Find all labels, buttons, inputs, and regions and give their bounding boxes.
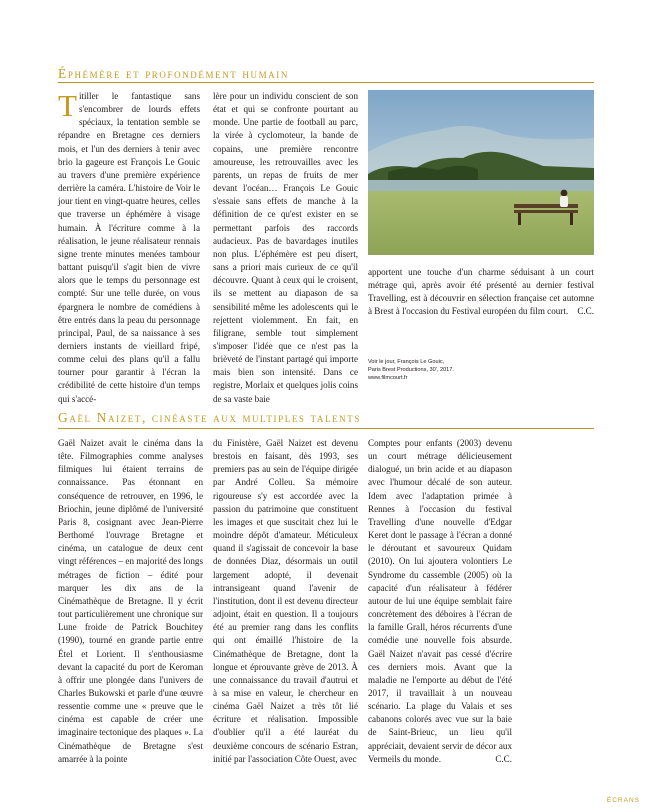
article2-col3-text: Comptes pour enfants (2003) devenu un court métrage délicieusement dialogué, un brin acide et au diapason avec l'humour décalé de son auteur. Idem avec l'adaptation primée à Rennes à l'occasion du festival Travelling d'une nouvelle d'Edgar Keret dont le passage à l'écran a donné le déroutant et savoureux Quidam (2010). On lui ajoutera volontiers Le Syndrome du cassemble (2005) où la capacité d'un réalisateur à fédérer autour de lui une équipe semblait faire concrètement des déboires à l'écran de la famille Grall, héros récurrents d'une comédie une nouvelle fois absurde. Gaël Naizet n'avait pas cessé d'écrire ces derniers mois. Avant que la maladie ne l'emporte au début de l'été 2017, il travaillait à un nouveau scénario. La plage du Valais et ses cabanons colorés avec vue sur la baie de Saint-Brieuc, un lieu qu'il appréciait, devaient servir de décor aux Vermeils du monde. <box>368 438 512 764</box>
film-still-photo <box>368 90 594 255</box>
article2-column-2 <box>213 437 358 766</box>
caption-link: www.filmcourt.fr <box>368 375 408 381</box>
article2-signature: C.C. <box>495 753 512 764</box>
article1-column-2 <box>213 90 358 406</box>
article1-col3-text: apportent une touche d'un charme séduisant à un court métrage qui, après avoir été présenté au dernier festival Travelling, est à découvrir en sélection française cet automne à Brest à l'occasion du Festival européen du film court. <box>368 267 594 317</box>
article2-heading-rule <box>58 428 594 429</box>
section-footer: ÉCRANS <box>606 797 640 804</box>
article1-col1-text: itiller le fantastique sans s'encombrer de lourds effets spéciaux, la tentation semble se répandre en Bretagne ces derniers mois, et l'un des derniers à tenir avec brio la gageure est François Le Gouic au travers d'une première expérience derrière la caméra. L'histoire de Voir le jour tient en vingt-quatre heures, celles que traverse un éphémère à visage humain. À l'écriture comme à la réalisation, le jeune réalisateur rennais signe trente minutes menées tambour battant puisqu'il s'agit bien de vivre alors que le temps du personnage est compté. Sur une telle durée, on vous épargnera le nombre de comédiens à être entrés dans la peau du personnage principal, Paul, de sa naissance à ses derniers instants de vieillard fripé, comme celui des plans qu'il a fallu tourner pour garantir à l'écran la crédibilité de cette histoire d'un temps qui s'accé- <box>58 91 200 404</box>
article2-column-1 <box>58 437 203 766</box>
caption-credits: Paris Brest Productions, 30', 2017. <box>368 367 454 373</box>
article1-signature: C.C. <box>577 306 594 317</box>
article2-col2-text: du Finistère, Gaël Naizet est devenu brestois en faisant, dès 1993, ses premiers pas au sein de l'équipe dirigée par André Colleu. Sa mémoire rigoureuse s'y est accordée avec la passion du patrimoine que constituent les images et que suscitait chez lui le moindre dépôt d'amateur. Méticuleux quand il s'agissait de concevoir la base de données Diaz, désormais un outil largement adopté, il devenait intransigeant quand l'avenir de l'institution, dont il est devenu directeur adjoint, était en question. Il a toujours été au premier rang dans les conflits qui ont émaillé l'histoire de la Cinémathèque de Bretagne, dont la longue et éprouvante grève de 2013. À une connaissance du travail d'autrui et à sa mise en valeur, le chercheur en cinéma Gaël Naizet a très tôt lié écriture et réalisation. Impossible d'oublier qu'il a été lauréat du deuxième concours de scénario Estran, initié par l'association Côte Ouest, avec <box>213 438 358 764</box>
article1-col2-text: lère pour un individu conscient de son état et qui se confronte pourtant au monde. Une partie de football au parc, la virée à cyclomoteur, la bande de copains, une première rencontre amoureuse, les retrouvailles avec les parents, un repas de fruits de mer devant l'océan… François Le Gouic s'essaie sans effets de manche à la définition de ce qu'est exister en se permettant parfois des raccords audacieux. Pas de bavardages inutiles non plus. L'éphémère est peu disert, sans a priori mais curieux de ce qu'il découvre. Quant à ceux qui le croisent, ils se mettent au diapason de sa sensibilité même les adolescents qui le rejettent violemment. En fait, en filigrane, semble tout simplement s'imposer l'idée que ce n'est pas la brièveté de l'instant partagé qui importe mais bien son intensité. Dans ce registre, Morlaix et quelques jolis coins de sa vaste baie <box>213 91 358 404</box>
photo-caption <box>368 358 594 382</box>
article1-heading: Éphémère et profondément humain <box>58 66 289 81</box>
article1-column-1 <box>58 90 200 406</box>
caption-title: Voir le jour, François Le Gouic, <box>368 359 445 365</box>
article1-heading-rule <box>58 82 594 83</box>
article2-heading: Gaël Naizet, cinéaste aux multiples talents <box>58 410 361 425</box>
article2-col1-text: Gaël Naizet avait le cinéma dans la tête. Filmographies comme analyses filmiques lui étaient terrains de connaissance. Pas étonnant en conséquence de retrouver, en 1996, le Briochin, jeune diplômé de l'université Paris 8, cosignant avec Jean-Pierre Berthomé l'ouvrage Bretagne et cinéma, un catalogue de deux cent vingt références – en majorité des longs métrages de fiction – édité pour marquer les dix ans de la Cinémathèque de Bretagne. Il y écrit tout particulièrement une chronique sur Lune froide de Patrick Bouchitey (1990), tourné en grande partie entre Étel et Lorient. Il s'enthousiasme devant la capacité du port de Keroman à offrir une plongée dans l'univers de Charles Bukowski et parle d'une œuvre ressentie comme une « preuve que le cinéma est capable de créer une imaginaire tectonique des plaques ». La Cinémathèque de Bretagne s'est amarrée à la pointe <box>58 438 203 764</box>
dropcap: T <box>58 88 77 123</box>
article1-column-3 <box>368 266 594 319</box>
article2-column-3 <box>368 437 512 766</box>
